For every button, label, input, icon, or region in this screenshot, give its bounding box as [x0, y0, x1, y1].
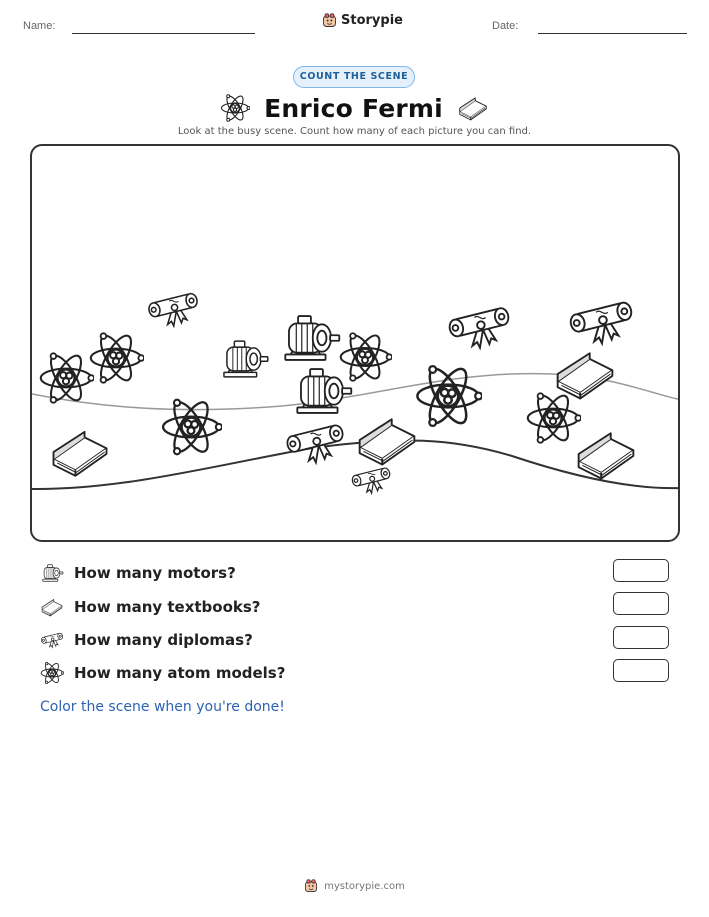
atom-model-icon — [417, 364, 482, 428]
date-label: Date: — [492, 20, 519, 32]
textbook-icon — [457, 95, 489, 121]
diploma-icon — [448, 307, 510, 348]
scene-illustration — [32, 146, 680, 542]
title-row — [0, 90, 709, 126]
atom-model-icon — [40, 661, 64, 685]
textbook-icon — [360, 419, 415, 464]
question-text: How many atom models? — [74, 664, 286, 682]
motor-icon — [297, 369, 351, 413]
atom-model-icon — [220, 93, 250, 123]
name-field[interactable] — [72, 33, 255, 34]
motor-icon — [285, 316, 339, 360]
page-title: Enrico Fermi — [264, 93, 443, 123]
worksheet-type-badge: COUNT THE SCENE — [293, 66, 415, 88]
atom-model-icon — [91, 332, 144, 385]
busy-scene — [30, 144, 680, 542]
footer — [0, 879, 709, 893]
question-text: How many textbooks? — [74, 598, 261, 616]
atom-models-answer-box[interactable] — [613, 659, 669, 682]
footer-site: mystorypie.com — [324, 880, 405, 892]
question-diplomas — [40, 627, 253, 653]
diploma-icon — [351, 467, 391, 493]
date-field[interactable] — [538, 33, 687, 34]
diplomas-answer-box[interactable] — [613, 626, 669, 649]
diploma-icon — [569, 301, 633, 343]
atom-model-icon — [528, 392, 581, 445]
question-text: How many motors? — [74, 564, 236, 582]
name-label: Name: — [23, 20, 56, 32]
storypie-mascot-icon — [322, 13, 337, 28]
textbook-icon — [53, 432, 106, 476]
question-text: How many diplomas? — [74, 631, 253, 649]
textbook-icon — [558, 353, 613, 398]
motor-icon — [224, 341, 268, 377]
motors-answer-box[interactable] — [613, 559, 669, 582]
textbook-icon — [579, 433, 634, 478]
textbook-icon — [40, 596, 64, 618]
storypie-logo — [322, 13, 403, 28]
atom-model-icon — [341, 331, 392, 382]
coloring-note: Color the scene when you're done! — [40, 699, 285, 715]
diploma-icon — [148, 292, 199, 326]
instructions: Look at the busy scene. Count how many of each picture you can find. — [177, 126, 532, 137]
brand-name: Storypie — [341, 13, 403, 28]
textbooks-answer-box[interactable] — [613, 592, 669, 615]
storypie-mascot-icon — [304, 879, 318, 893]
diploma-icon — [40, 629, 64, 651]
atom-model-icon — [163, 398, 222, 457]
question-motors — [40, 560, 236, 586]
motor-icon — [40, 562, 64, 584]
question-textbooks — [40, 594, 261, 620]
question-atom-models — [40, 660, 285, 686]
diploma-icon — [286, 424, 344, 462]
